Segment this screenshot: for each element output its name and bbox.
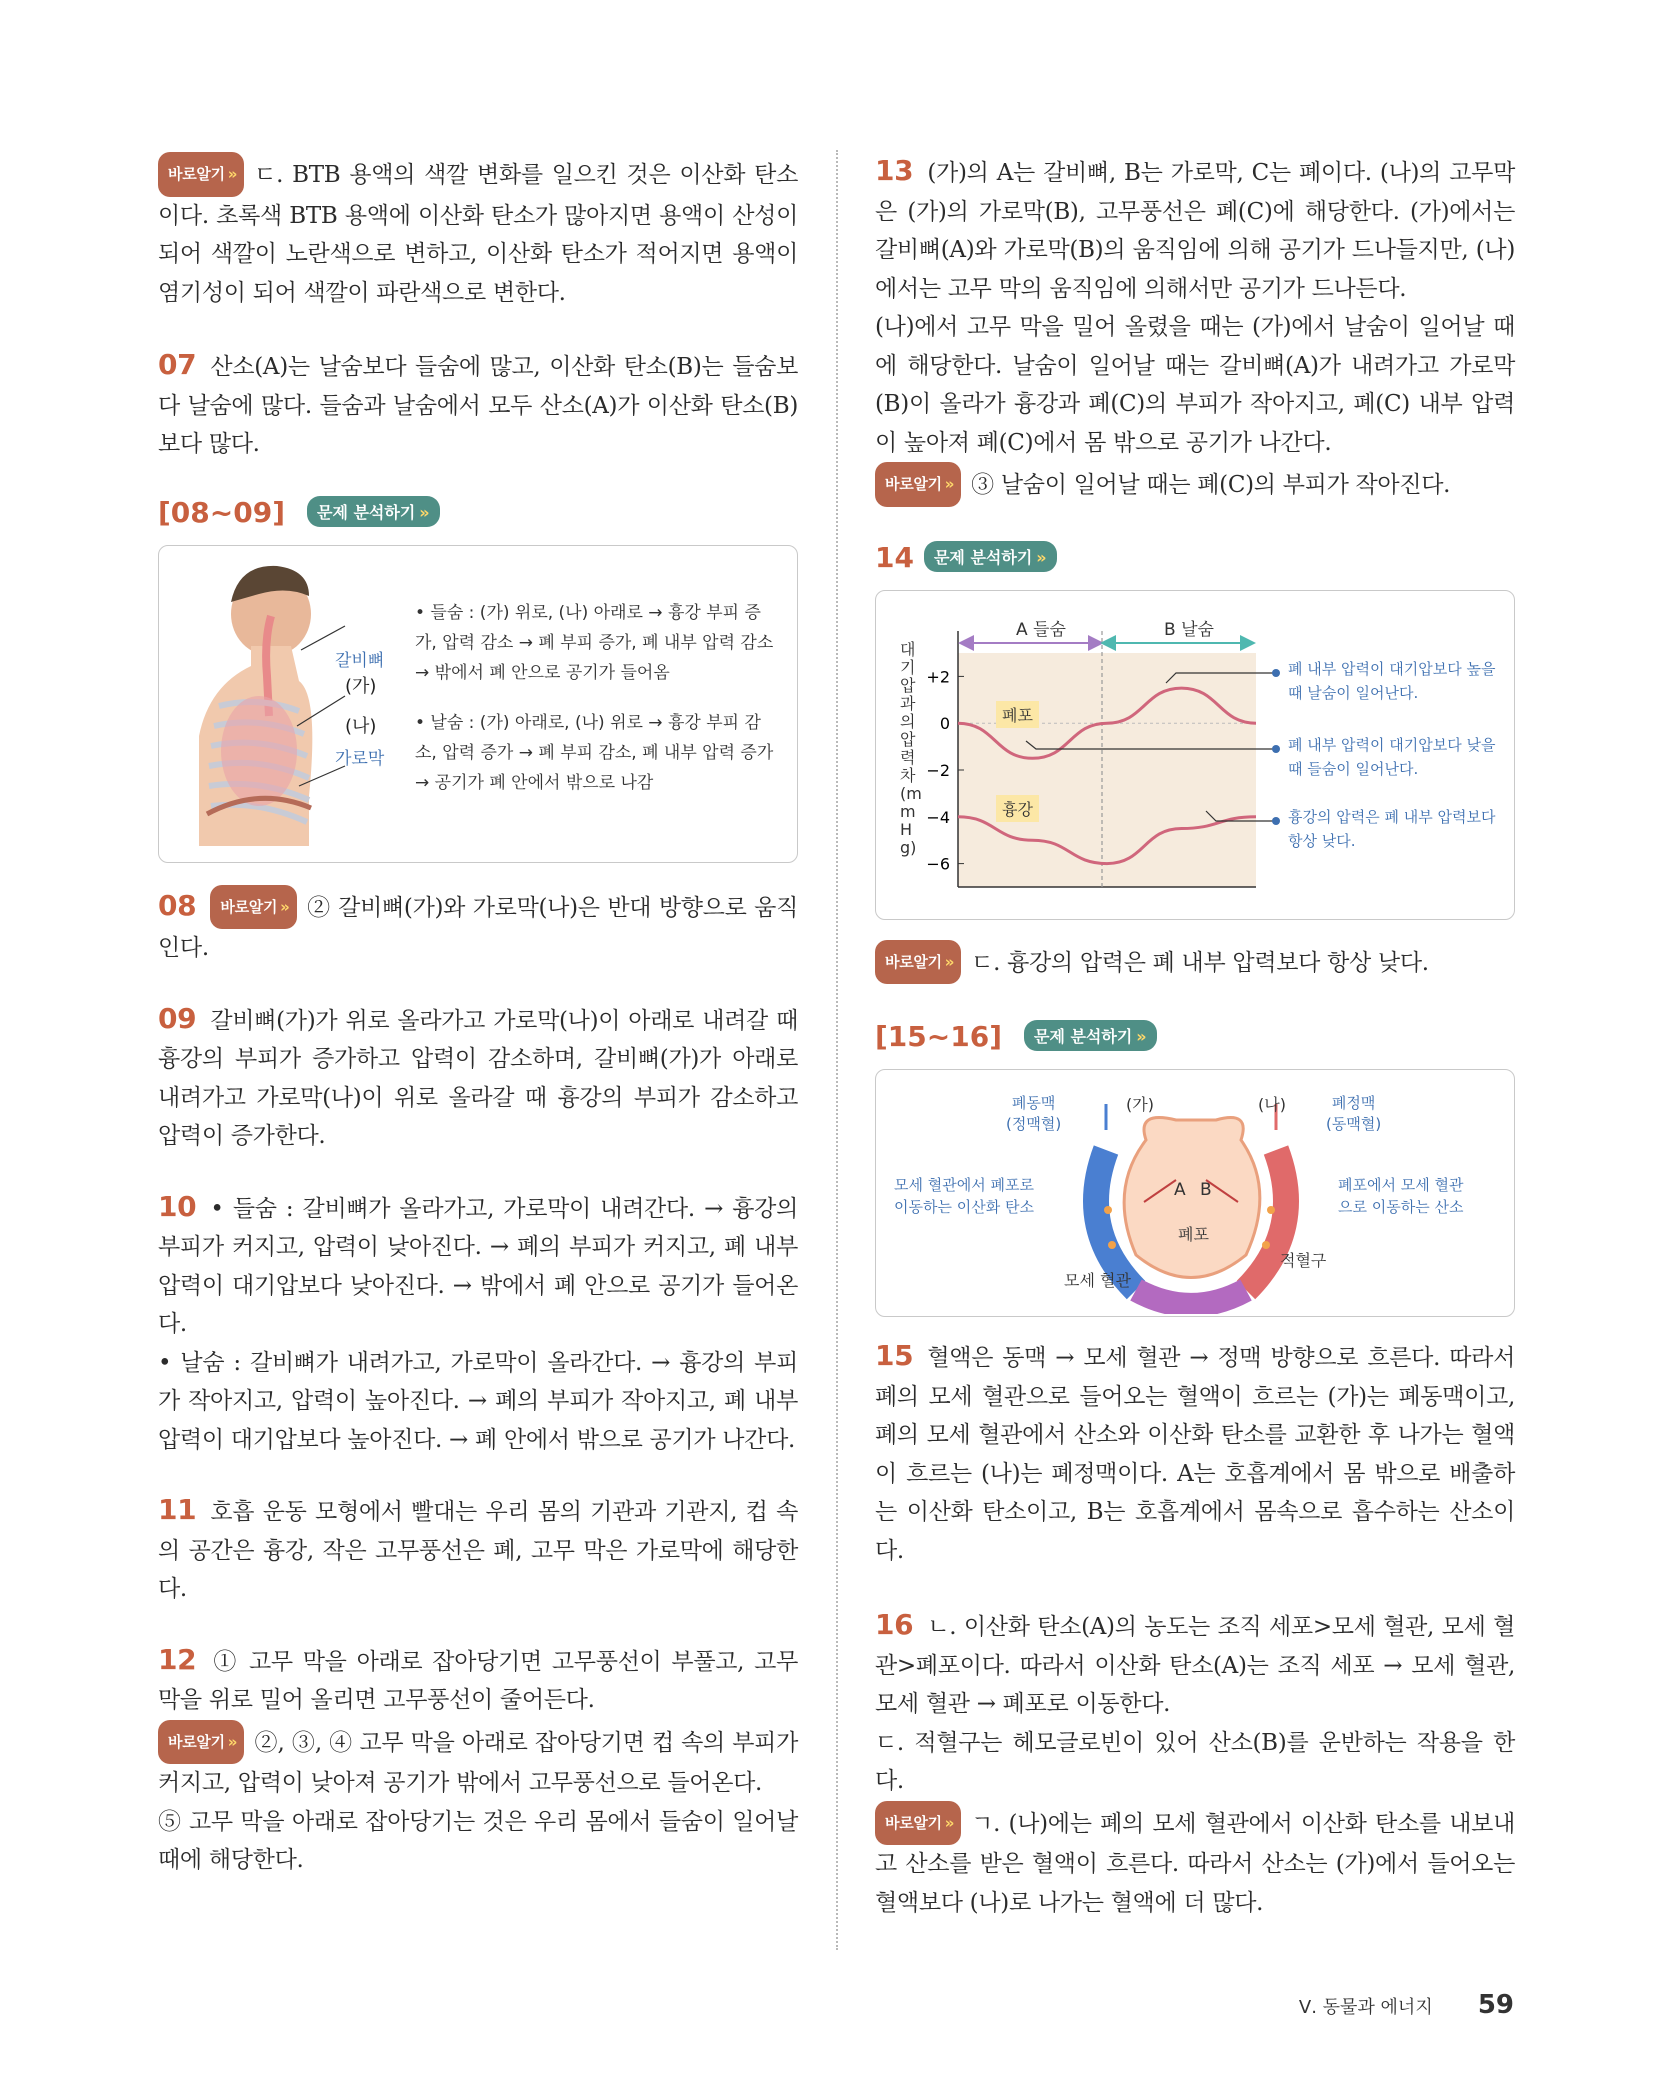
series-label-chest: 흉강: [996, 795, 1039, 822]
answer-block-08: [158, 885, 798, 968]
page-number: 59: [1477, 1990, 1514, 2020]
series-label-lung: 폐포: [996, 701, 1039, 728]
answer-block-07: [158, 346, 798, 464]
question-number: 10: [158, 1189, 197, 1223]
answer-block-13: [875, 152, 1515, 507]
inhale-note: • 들숨 : (가) 위로, (나) 아래로 → 흉강 부피 증가, 압력 감소 → 폐 부피 증가, 폐 내부 압력 감소 → 밖에서 폐 안으로 공기가 들어옴: [415, 602, 774, 683]
answer-text: ㄴ. 이산화 탄소(A)의 농도는 조직 세포>모세 혈관, 모세 혈관>폐포이다. 따라서 이산화 탄소(A)는 조직 세포 → 모세 혈관, 모세 혈관 → 폐포로 이동한다.: [875, 1614, 1515, 1717]
label-b: B: [1200, 1180, 1212, 1200]
chapter-title: Ⅴ. 동물과 에너지: [1298, 1997, 1433, 2018]
analysis-badge: 문제 분석하기 »: [924, 541, 1057, 572]
y-tick-label: −2: [926, 760, 950, 780]
answer-badge: 바로알기 »: [158, 1720, 244, 1765]
o2-note: 폐포에서 모세 혈관 으로 이동하는 산소: [1338, 1176, 1464, 1216]
annotation-inhale: 폐 내부 압력이 대기압보다 낮을 때 들숨이 일어난다.: [1288, 735, 1496, 778]
answer-text: ② 갈비뼈(가)와 가로막(나)은 반대 방향으로 움직인다.: [158, 894, 798, 961]
phase-b-label: B 날숨: [1164, 619, 1214, 640]
question-number: 13: [875, 154, 914, 187]
section-title: [15~16]: [875, 1020, 1002, 1053]
analysis-badge: 문제 분석하기 »: [1024, 1020, 1157, 1051]
question-number: 16: [875, 1608, 914, 1641]
pressure-chart-figure: [875, 590, 1515, 920]
answer-text: ②, ③, ④ 고무 막을 아래로 잡아당기면 컵 속의 부피가 커지고, 압력이 낮아져 공기가 밖에서 고무풍선으로 들어온다.: [158, 1729, 798, 1796]
answer-text: • 날숨 : 갈비뼈가 내려가고, 가로막이 올라간다. → 흉강의 부피가 작아지고, 압력이 높아진다. → 폐의 부피가 작아지고, 폐 내부 압력이 대기압보다 높아진다. → 폐 안에서 밖으로 공기가 나간다.: [158, 1349, 798, 1453]
label-capillary: 모세 혈관: [1064, 1271, 1131, 1290]
label-ga: (가): [345, 675, 377, 697]
question-number: 14: [875, 540, 914, 574]
alveolus-shape: [1124, 1118, 1260, 1278]
answer-text: ① 고무 막을 아래로 잡아당기면 고무풍선이 부풀고, 고무 막을 위로 밀어 올리면 고무풍선이 줄어든다.: [158, 1648, 798, 1713]
exhale-note: • 날숨 : (가) 아래로, (나) 위로 → 흉강 부피 감소, 압력 증가 → 폐 부피 감소, 폐 내부 압력 증가 → 공기가 폐 안에서 밖으로 나감: [415, 712, 774, 793]
question-number: 08: [158, 888, 197, 922]
capillary-shape: [1136, 1290, 1246, 1305]
answer-text: (가)의 A는 갈비뼈, B는 가로막, C는 폐이다. (나)의 고무막은 (가)의 가로막(B), 고무풍선은 폐(C)에 해당한다. (가)에서는 갈비뼈(A)와 가로막(B)의 움직임에 의해 공기가 드나들지만, (나)에서는 고무 막의 움직임에 의해서만 공기가 드나든다.: [875, 160, 1515, 302]
pulmonary-vein-label: 폐정맥 (동맥혈): [1326, 1094, 1382, 1133]
annotation-chest: 흉강의 압력은 폐 내부 압력보다 항상 낮다.: [1288, 807, 1496, 850]
answer-text: • 들숨 : 갈비뼈가 올라가고, 가로막이 내려간다. → 흉강의 부피가 커지고, 압력이 낮아진다. → 폐의 부피가 커지고, 폐 내부 압력이 대기압보다 낮아진다. → 밖에서 폐 안으로 공기가 들어온다.: [158, 1195, 798, 1337]
answer-text: ㄷ. 적혈구는 헤모글로빈이 있어 산소(B)를 운반하는 작용을 한다.: [875, 1729, 1515, 1794]
y-tick-label: +2: [926, 666, 950, 686]
label-ga: (가): [1126, 1095, 1154, 1114]
answer-block-06: [158, 152, 798, 312]
question-number: 15: [875, 1339, 914, 1372]
question-number: 07: [158, 348, 197, 381]
section-heading-15-16: [875, 1020, 1515, 1053]
label-na: (나): [345, 715, 377, 737]
breathing-figure: [158, 545, 798, 863]
answer-text: 호흡 운동 모형에서 빨대는 우리 몸의 기관과 기관지, 컵 속의 공간은 흉강, 작은 고무풍선은 폐, 고무 막은 가로막에 해당한다.: [158, 1499, 798, 1602]
answer-block-09: [158, 1000, 798, 1156]
y-tick-label: −4: [926, 807, 950, 827]
annotation-exhale: 폐 내부 압력이 대기압보다 높을 때 날숨이 일어난다.: [1288, 659, 1496, 702]
section-heading-14: [875, 541, 1515, 574]
answer-block-12: [158, 1641, 798, 1880]
answer-block-11: [158, 1491, 798, 1609]
answer-text: 산소(A)는 날숨보다 들숨에 많고, 이산화 탄소(B)는 들숨보다 날숨에 많다. 들숨과 날숨에서 모두 산소(A)가 이산화 탄소(B)보다 많다.: [158, 354, 798, 457]
answer-text: 갈비뼈(가)가 위로 올라가고 가로막(나)이 아래로 내려갈 때 흉강의 부피가 증가하고 압력이 감소하며, 갈비뼈(가)가 아래로 내려가고 가로막(나)이 위로 올라갈 때 흉강의 부피가 감소하고 압력이 증가한다.: [158, 1007, 798, 1149]
plot-area: [958, 653, 1256, 887]
label-diaphragm: 가로막: [335, 748, 385, 769]
answer-text: (나)에서 고무 막을 밀어 올렸을 때는 (가)에서 날숨이 일어날 때에 해당한다. 날숨이 일어날 때는 갈비뼈(A)가 내려가고 가로막(B)이 올라가 흉강과 폐(C)의 부피가 작아지고, 폐(C) 내부 압력이 높아져 폐(C)에서 몸 밖으로 공기가 나간다.: [875, 314, 1515, 456]
right-column: [875, 152, 1515, 1950]
label-na: (나): [1258, 1095, 1286, 1114]
answer-block-14: [875, 940, 1515, 985]
label-alveolus: 폐포: [1178, 1225, 1209, 1244]
left-column: [158, 152, 798, 1908]
section-title: [08~09]: [158, 495, 285, 529]
answer-text: 혈액은 동맥 → 모세 혈관 → 정맥 방향으로 흐른다. 따라서 폐의 모세 혈관으로 들어오는 혈액이 흐르는 (가)는 폐동맥이고, 폐의 모세 혈관에서 산소와 이산화 탄소를 교환한 후 나가는 혈액이 흐르는 (나)는 폐정맥이다. A는 호흡계에서 몸 밖으로 배출하는 이산화 탄소이고, B는 호흡계에서 몸속으로 흡수하는 산소이다.: [875, 1345, 1515, 1564]
answer-block-16: [875, 1606, 1515, 1922]
phase-a-label: A 들숨: [1016, 619, 1066, 640]
answer-badge: 바로알기 »: [875, 462, 961, 507]
answer-badge: 바로알기 »: [875, 1801, 961, 1846]
co2-note: 모세 혈관에서 폐포로 이동하는 이산화 탄소: [894, 1176, 1034, 1216]
answer-block-10: [158, 1188, 798, 1460]
answer-text: ㄷ. 흉강의 압력은 폐 내부 압력보다 항상 낮다.: [971, 949, 1429, 976]
section-heading-08-09: [158, 496, 798, 529]
label-rib: 갈비뼈: [335, 650, 385, 671]
y-tick-label: 0: [939, 713, 950, 733]
question-number: 12: [158, 1642, 197, 1676]
answer-badge: 바로알기 »: [210, 885, 296, 930]
label-a: A: [1174, 1180, 1186, 1200]
answer-badge: 바로알기 »: [875, 940, 961, 985]
question-number: 09: [158, 1001, 197, 1035]
analysis-badge: 문제 분석하기 »: [307, 496, 440, 527]
column-divider: [836, 150, 838, 1950]
answer-badge: 바로알기 »: [158, 152, 244, 197]
answer-block-15: [875, 1337, 1515, 1570]
y-tick-label: −6: [926, 854, 950, 874]
answer-text: ⑤ 고무 막을 아래로 잡아당기는 것은 우리 몸에서 들숨이 일어날 때에 해당한다.: [158, 1808, 798, 1873]
page-footer: [1299, 1990, 1514, 2020]
y-axis-label: 대기압과의 압력 차(mmHg): [900, 639, 922, 857]
answer-text: ㄷ. BTB 용액의 색깔 변화를 일으킨 것은 이산화 탄소이다. 초록색 BTB 용액에 이산화 탄소가 많아지면 용액이 산성이 되어 색깔이 노란색으로 변하고, 이산화 탄소가 적어지면 용액이 염기성이 되어 색깔이 파란색으로 변한다.: [158, 162, 798, 306]
label-rbc: 적혈구: [1280, 1251, 1327, 1270]
answer-text: ㄱ. (나)에는 폐의 모세 혈관에서 이산화 탄소를 내보내고 산소를 받은 혈액이 흐른다. 따라서 산소는 (가)에서 들어오는 혈액보다 (나)로 나가는 혈액에 더 많다.: [875, 1810, 1515, 1916]
pulmonary-artery-label: 폐동맥 (정맥혈): [1006, 1094, 1062, 1133]
alveolus-figure: [875, 1069, 1515, 1317]
lung-shape: [221, 696, 297, 806]
answer-text: ③ 날숨이 일어날 때는 폐(C)의 부피가 작아진다.: [971, 472, 1451, 498]
question-number: 11: [158, 1493, 197, 1526]
human-torso-illustration: [159, 546, 795, 860]
